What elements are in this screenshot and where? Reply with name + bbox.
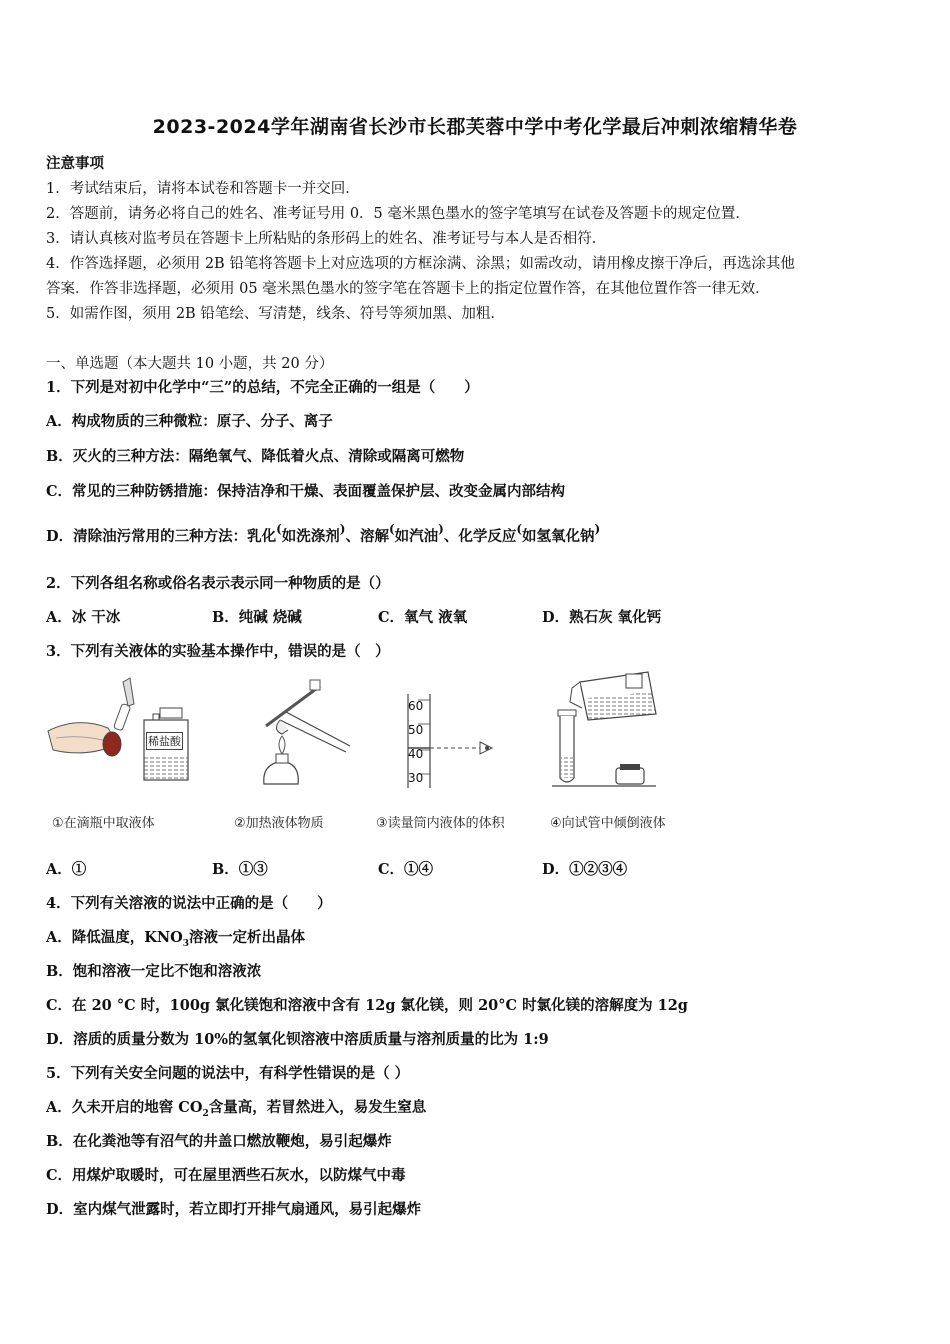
question-2-option-b: B．纯碱 烧碱: [212, 609, 302, 626]
question-4-option-b: B．饱和溶液一定比不饱和溶液浓: [46, 963, 262, 980]
notice-heading: 注意事项: [46, 155, 104, 172]
question-2-stem: 2．下列各组名称或俗名表示表示同一种物质的是（）: [46, 575, 390, 592]
option-d-part: 如汽油: [394, 528, 439, 545]
question-3-option-b: B．①③: [212, 861, 268, 878]
paren-close: ): [339, 522, 346, 536]
paren-open: (: [388, 522, 395, 536]
notice-item: 4．作答选择题，必须用 2B 铅笔将答题卡上对应选项的方框涂满、涂黑；如需改动，请用橡皮擦干净后，再选涂其他: [46, 256, 795, 272]
question-5-option-d: D．室内煤气泄露时，若立即打开排气扇通风，易引起爆炸: [46, 1201, 422, 1218]
question-2-option-a: A．冰 干冰: [46, 609, 121, 626]
option-text: 含量高，若冒然进入，易发生窒息: [208, 1099, 427, 1116]
section-heading: 一、单选题（本大题共 10 小题，共 20 分）: [46, 356, 334, 372]
notice-item: 3．请认真核对监考员在答题卡上所粘贴的条形码上的姓名、准考证号与本人是否相符．: [46, 231, 607, 247]
figure-caption-4: ④向试管中倾倒液体: [550, 816, 666, 831]
question-4-stem: 4．下列有关溶液的说法中正确的是（ ）: [46, 895, 332, 912]
paren-open: (: [276, 522, 282, 536]
notice-item: 答案．作答非选择题，必须用 05 毫米黑色墨水的签字笔在答题卡上的指定位置作答，在其他位置作答一律无效．: [46, 281, 770, 297]
question-3-option-d: D．①②③④: [542, 861, 628, 878]
bottle-label: 稀盐酸: [146, 732, 183, 750]
question-1-option-b: B．灭火的三种方法：隔绝氧气、降低着火点、清除或隔离可燃物: [46, 448, 465, 465]
option-text: A．降低温度，KNO: [46, 929, 183, 946]
question-1-option-c: C．常见的三种防锈措施：保持洁净和干燥、表面覆盖保护层、改变金属内部结构: [46, 483, 566, 500]
figure-caption-1: ①在滴瓶中取液体: [52, 816, 155, 831]
scale-tick-label: 60: [408, 699, 424, 713]
question-1-option-d: [46, 522, 600, 546]
question-1-option-a: A．构成物质的三种微粒：原子、分子、离子: [46, 413, 333, 430]
question-3-option-a: A．①: [46, 861, 87, 878]
paren-close: ): [594, 522, 601, 536]
question-5-option-c: C．用煤炉取暖时，可在屋里洒些石灰水，以防煤气中毒: [46, 1167, 406, 1184]
question-4-option-c: C．在 20 °C 时，100g 氯化镁饱和溶液中含有 12g 氯化镁，则 20°C 时氯化镁的溶解度为 12g: [46, 997, 688, 1014]
option-d-part: 、化学反应: [443, 528, 517, 545]
option-d-part: 如氢氧化钠: [522, 528, 595, 545]
heating-figure: [242, 680, 362, 790]
subscript: 2: [202, 1108, 209, 1119]
page-title: 2023-2024学年湖南省长沙市长郡芙蓉中学中考化学最后冲刺浓缩精华卷: [152, 116, 798, 138]
question-1-stem: 1．下列是对初中化学中“三”的总结，不完全正确的一组是（ ）: [46, 379, 479, 396]
question-3-option-c: C．①④: [378, 861, 434, 878]
option-d-part: 如洗涤剂: [281, 528, 340, 545]
pouring-figure: [552, 668, 662, 790]
scale-tick-label: 30: [408, 771, 424, 785]
question-5-option-a: [46, 1096, 426, 1119]
figure-caption-3: ③读量筒内液体的体积: [376, 816, 505, 831]
notice-item: 5．如需作图，须用 2B 铅笔绘、写清楚，线条、符号等须加黑、加粗．: [46, 306, 505, 322]
notice-item: 1．考试结束后，请将本试卷和答题卡一并交回．: [46, 181, 360, 197]
question-4-option-a: [46, 926, 305, 949]
figure-caption-2: ②加热液体物质: [234, 816, 324, 831]
cylinder-scale: [408, 694, 423, 790]
question-5-option-b: B．在化粪池等有沼气的井盖口燃放鞭炮，易引起爆炸: [46, 1133, 392, 1150]
scale-tick-label: 50: [408, 723, 424, 737]
subscript: 3: [182, 938, 190, 949]
scale-tick-label: 40: [408, 747, 424, 761]
question-4-option-d: D．溶质的质量分数为 10%的氢氧化钡溶液中溶质质量与溶剂质量的比为 1:9: [46, 1031, 549, 1048]
question-2-option-d: D．熟石灰 氧化钙: [542, 609, 662, 626]
paren-open: (: [516, 522, 523, 536]
question-3-stem: 3．下列有关液体的实验基本操作中，错误的是（ ）: [46, 643, 390, 660]
option-d-prefix: D．清除油污常用的三种方法：乳化: [46, 528, 277, 545]
notice-item: 2．答题前，请务必将自己的姓名、准考证号用 0．5 毫米黑色墨水的签字笔填写在试卷及答题卡的规定位置．: [46, 206, 750, 222]
option-text: 溶液一定析出晶体: [189, 929, 306, 946]
dropper-bottle-figure: [48, 676, 198, 786]
question-2-option-c: C．氧气 液氧: [378, 609, 468, 626]
option-d-part: 、溶解: [345, 528, 389, 545]
option-text: A．久未开启的地窖 CO: [46, 1099, 203, 1116]
paren-close: ): [438, 522, 444, 536]
question-5-stem: 5．下列有关安全问题的说法中，有科学性错误的是（ ）: [46, 1065, 410, 1082]
